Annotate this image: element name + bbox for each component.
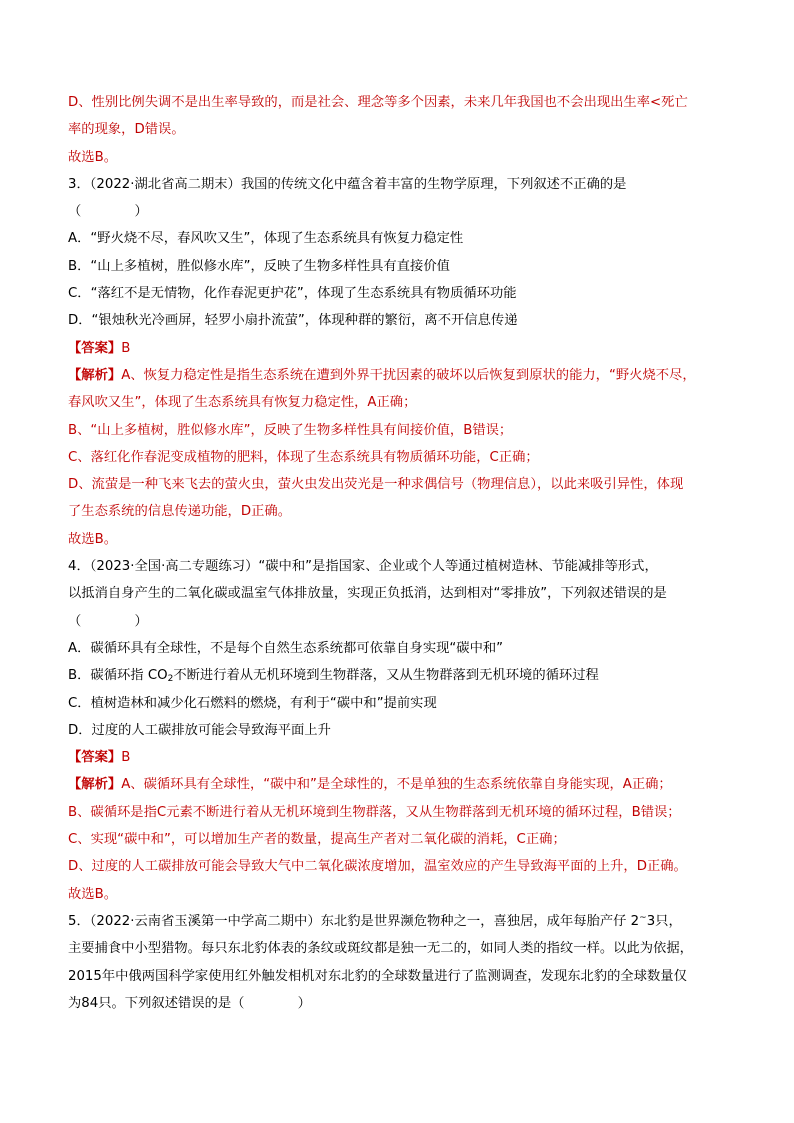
- answer-value: B: [121, 340, 131, 356]
- answer-tag: 【答案】: [68, 340, 122, 356]
- q3-option-c: C．“落红不是无情物，化作春泥更护花”，体现了生态系统具有物质循环功能: [68, 286, 517, 302]
- q3-analysis-line2: 春风吹又生”，体现了生态系统具有恢复力稳定性，A正确；: [68, 395, 417, 411]
- q4-analysis-line3: C、实现“碳中和”，可以增加生产者的数量，提高生产者对二氧化碳的消耗，C正确；: [68, 832, 566, 848]
- q3-stem-line1: 3．（2022·湖北省高二期末）我国的传统文化中蕴含着丰富的生物学原理，下列叙述不正确的是: [68, 176, 627, 192]
- analysis-tag: 【解析】: [68, 367, 122, 383]
- q3-conclusion: 故选B。: [68, 531, 118, 547]
- q3-analysis-line1: [68, 362, 728, 389]
- q4-option-b-post: 不断进行着从无机环境到生物群落，又从生物群落到无机环境的循环过程: [173, 668, 599, 684]
- q3-analysis-line4: C、落红化作春泥变成植物的肥料，体现了生态系统具有物质循环功能，C正确；: [68, 449, 539, 465]
- q4-analysis-line1: [68, 771, 728, 798]
- q2-option-d-analysis-line1: D、性别比例失调不是出生率导致的，而是社会、理念等多个因素，未来几年我国也不会出现出生率<死亡: [68, 95, 688, 110]
- q3-analysis-line3: B、“山上多植树，胜似修水库”，反映了生物多样性具有间接价值，B错误；: [68, 422, 513, 438]
- document-content: [68, 89, 728, 1017]
- q4-option-b-subscript: 2: [167, 674, 174, 685]
- q4-option-b-pre: B．碳循环指 CO: [68, 668, 168, 684]
- q3-answer: [68, 335, 728, 362]
- q4-answer: [68, 744, 728, 771]
- q5-stem-line1: [68, 908, 728, 935]
- q5-stem-line2: 主要捕食中小型猎物。每只东北豹体表的条纹或斑纹都是独一无二的，如同人类的指纹一样。以此为依据，: [68, 941, 693, 957]
- answer-value: B: [121, 750, 131, 766]
- q5-stem-line4: 为84只。下列叙述错误的是（ ）: [68, 995, 311, 1011]
- q5-stem-line3: 2015年中俄两国科学家使用红外触发相机对东北豹的全球数量进行了监测调查，发现东北豹的全球数量仅: [68, 968, 687, 984]
- q4-option-a: A．碳循环具有全球性，不是每个自然生态系统都可依靠自身实现“碳中和”: [68, 640, 504, 656]
- analysis-text: A、碳循环具有全球性，“碳中和”是全球性的，不是单独的生态系统依靠自身能实现，A正确；: [121, 777, 672, 793]
- q4-blank: （ ）: [68, 613, 148, 629]
- q4-conclusion: 故选B。: [68, 886, 118, 902]
- q3-blank: （ ）: [68, 204, 148, 220]
- q3-option-a: A．“野火烧不尽，春风吹又生”，体现了生态系统具有恢复力稳定性: [68, 231, 464, 247]
- q5-stem-line1-pre: 5．（2022·云南省玉溪第一中学高二期中）东北豹是世界濒危物种之一，喜独居，成年每胎产仔 2: [68, 913, 640, 929]
- answer-tag: 【答案】: [68, 750, 122, 766]
- q5-stem-line1-tilde: ~: [639, 912, 647, 923]
- q3-option-b: B．“山上多植树，胜似修水库”，反映了生物多样性具有直接价值: [68, 258, 450, 274]
- q3-analysis-line5: D、流萤是一种飞来飞去的萤火虫，萤火虫发出荧光是一种求偶信号（物理信息），以此来吸引异性，体现: [68, 477, 684, 493]
- q4-analysis-line2: B、碳循环是指C元素不断进行着从无机环境到生物群落，又从生物群落到无机环境的循环过程，B错误；: [68, 804, 681, 820]
- q2-option-d-analysis-line2: 率的现象，D错误。: [68, 122, 185, 138]
- q4-option-d: D．过度的人工碳排放可能会导致海平面上升: [68, 722, 331, 738]
- q4-option-b: [68, 662, 728, 689]
- q3-analysis-line6: 了生态系统的信息传递功能，D正确。: [68, 504, 291, 520]
- q2-conclusion: 故选B。: [68, 149, 118, 165]
- q3-option-d: D．“银烛秋光冷画屏，轻罗小扇扑流萤”，体现种群的繁衍，离不开信息传递: [68, 313, 518, 329]
- analysis-text: A、恢复力稳定性是指生态系统在遭到外界干扰因素的破坏以后恢复到原状的能力，“野火烧不尽，: [121, 367, 696, 383]
- q4-stem-line1: 4．（2023·全国·高二专题练习）“碳中和”是指国家、企业或个人等通过植树造林、节能减排等形式，: [68, 559, 658, 575]
- q4-stem-line2: 以抵消自身产生的二氧化碳或温室气体排放量，实现正负抵消，达到相对“零排放”，下列叙述错误的是: [68, 586, 667, 602]
- q5-stem-line1-post: 3只，: [646, 913, 682, 929]
- q4-option-c: C．植树造林和减少化石燃料的燃烧，有利于“碳中和”提前实现: [68, 695, 437, 711]
- analysis-tag: 【解析】: [68, 777, 122, 793]
- q4-analysis-line4: D、过度的人工碳排放可能会导致大气中二氧化碳浓度增加，温室效应的产生导致海平面的上升，D正确。: [68, 859, 687, 875]
